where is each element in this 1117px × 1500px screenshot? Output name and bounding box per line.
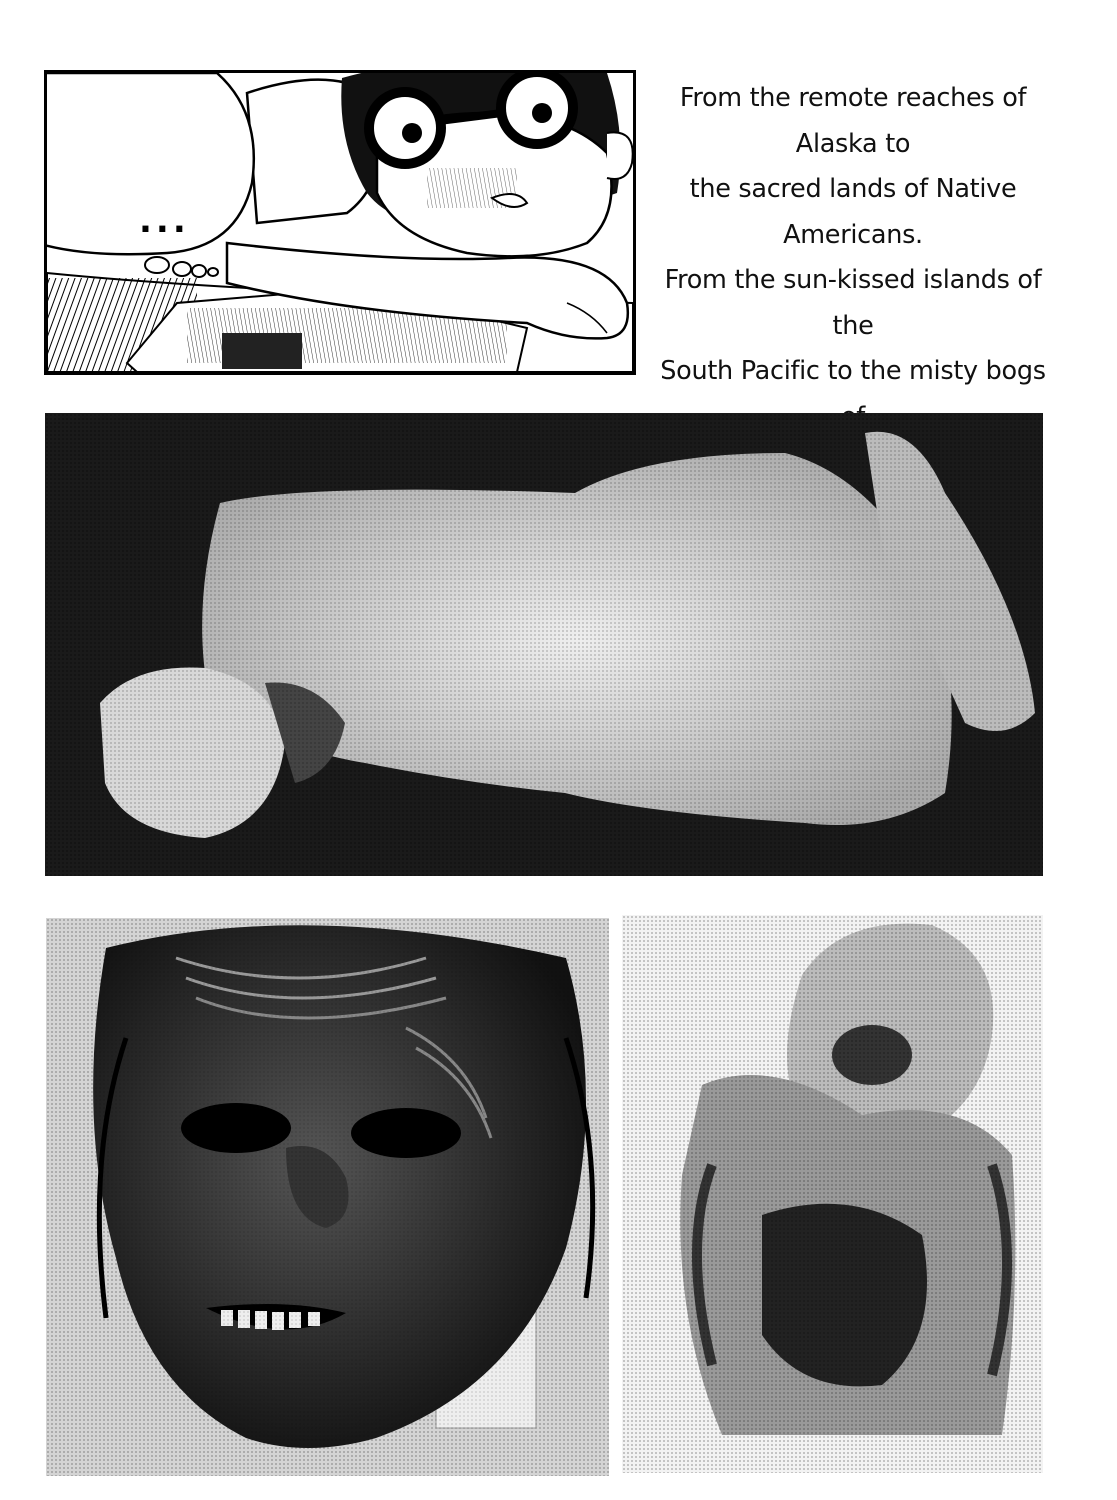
caption-line: From the remote reaches of Alaska to — [679, 83, 1027, 159]
reclining-mummy-image — [45, 413, 1043, 876]
speech-bubble-text: ... — [139, 201, 190, 241]
tattooed-head-image — [46, 918, 609, 1476]
seated-child-mummy-image — [622, 915, 1043, 1473]
caption-line: From the sun-kissed islands of the — [664, 265, 1042, 341]
mummy-photo-reclining — [45, 413, 1043, 876]
mummy-photo-tattooed-head — [46, 918, 609, 1476]
caption-line: South Pacific to the misty bogs — [660, 356, 1046, 386]
mummy-photo-seated-child — [622, 915, 1043, 1473]
caption-line: the sacred lands of Native Americans. — [689, 174, 1017, 250]
manga-illustration — [47, 73, 633, 372]
manga-panel — [44, 70, 636, 375]
